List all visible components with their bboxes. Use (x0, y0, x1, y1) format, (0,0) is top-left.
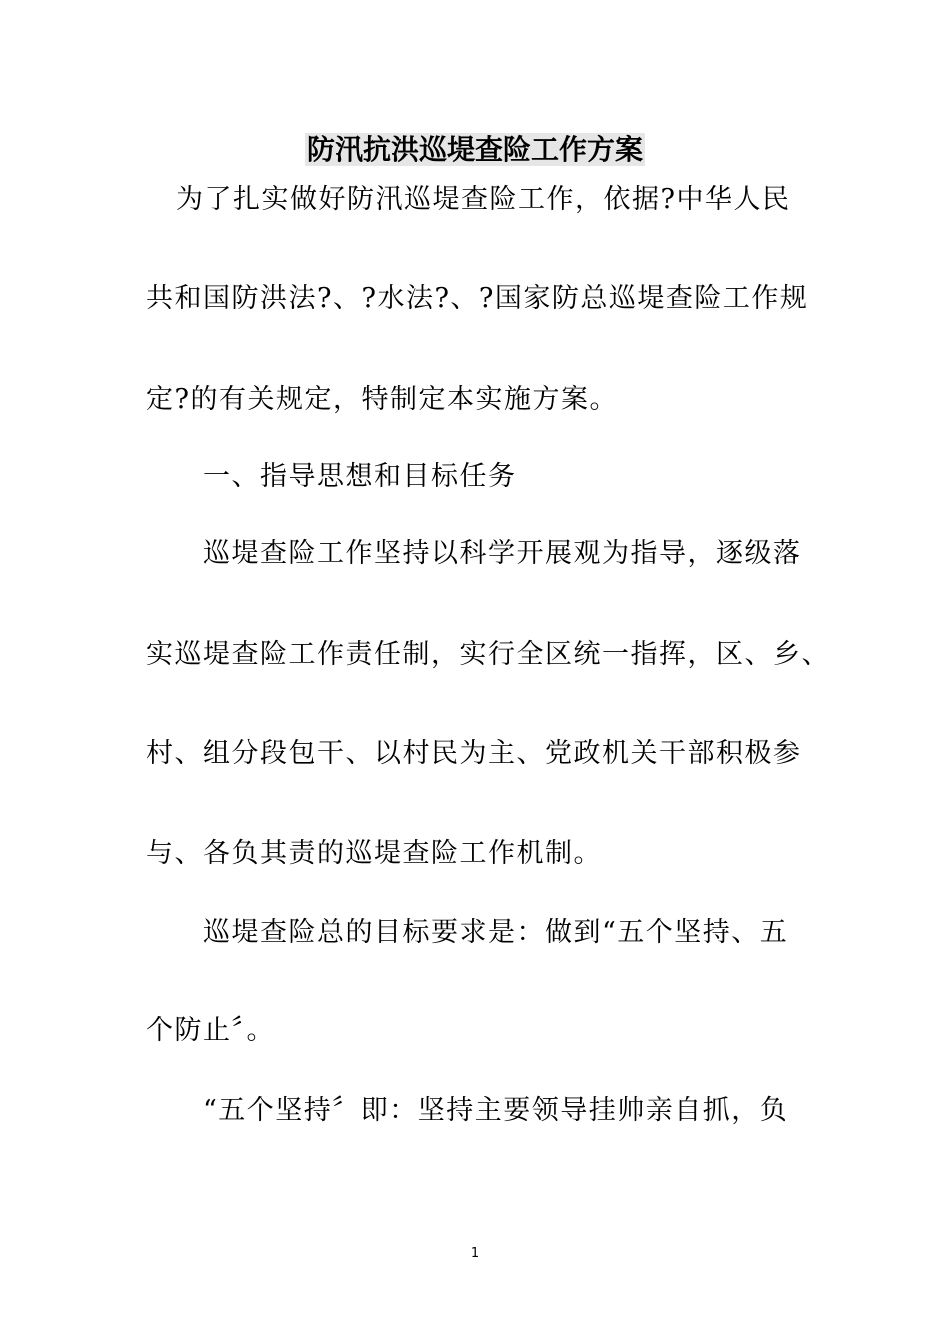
paragraph-line: 共和国防洪法?、?水法?、?国家防总巡堤查险工作规 (146, 283, 809, 314)
paragraph-line: 为了扎实做好防汛巡堤查险工作，依据?中华人民 (176, 184, 791, 215)
paragraph-line: 巡堤查险总的目标要求是：做到“五个坚持、五 (203, 917, 789, 948)
page-number: 1 (470, 1246, 480, 1261)
paragraph-line: 与、各负其责的巡堤查险工作机制。 (146, 838, 602, 869)
document-title-text: 防汛抗洪巡堤查险工作方案 (306, 133, 643, 166)
paragraph-line: 个防止〞。 (146, 1015, 275, 1046)
paragraph-line: 巡堤查险工作坚持以科学开展观为指导，逐级落 (203, 538, 802, 569)
paragraph-line: 村、组分段包干、以村民为主、党政机关干部积极参 (146, 738, 802, 769)
paragraph-line: 实巡堤查险工作责任制，实行全区统一指挥，区、乡、 (146, 639, 830, 670)
document-title (0, 130, 950, 170)
paragraph-line: 定?的有关规定，特制定本实施方案。 (146, 384, 618, 415)
section-heading: 一、指导思想和目标任务 (203, 461, 517, 492)
paragraph-line: “五个坚持〞即：坚持主要领导挂帅亲自抓，负 (203, 1095, 789, 1126)
